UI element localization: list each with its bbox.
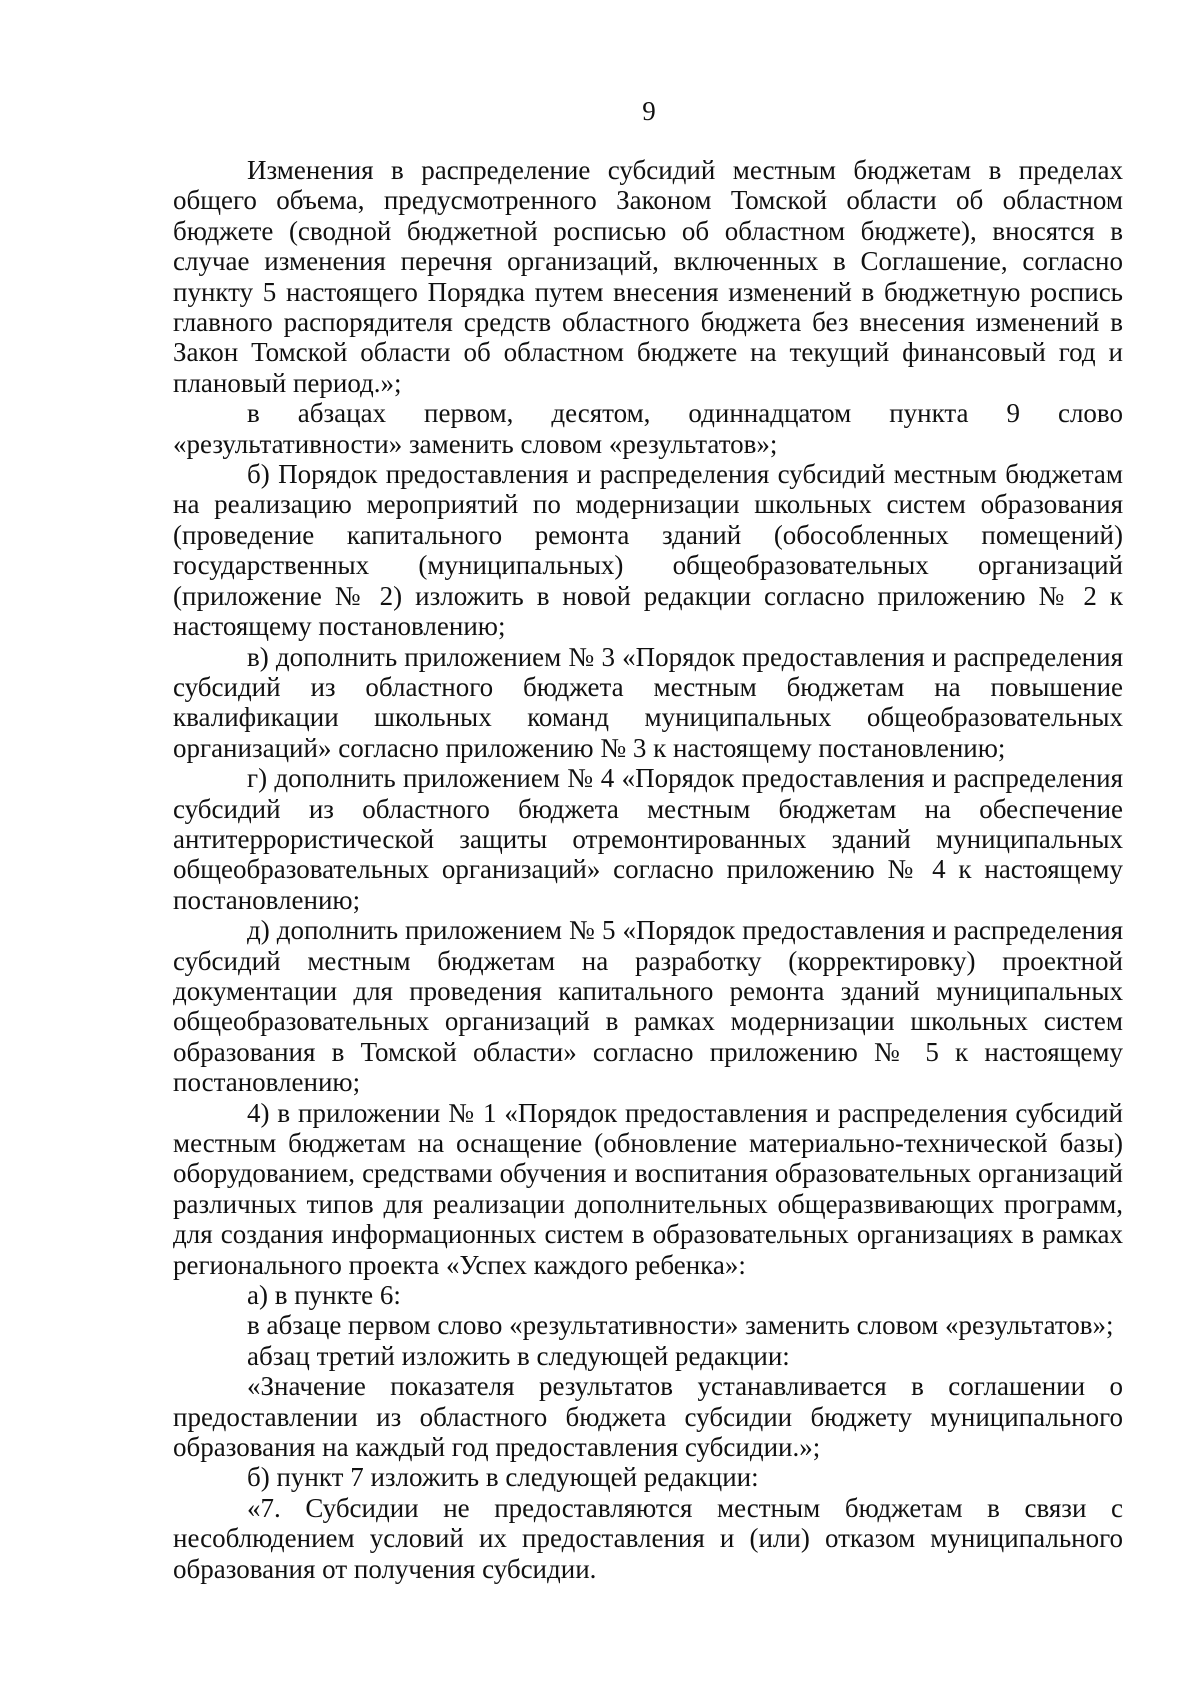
paragraph: абзац третий изложить в следующей редакции: [247,1340,790,1371]
paragraph: а) в пункте 6: [247,1280,401,1311]
paragraph: г) дополнить приложением № 4 «Порядок предоставления и распределения субсидий из областного бюджета местным бюджетам на обеспечение антитеррористической защиты отремонтированных зданий муниципальных общеобразовательных организаций» согласно приложению № 4 к настоящему постановлению; [173,763,1123,915]
paragraph: б) пункт 7 изложить в следующей редакции: [247,1462,759,1493]
paragraph: б) Порядок предоставления и распределения субсидий местным бюджетам на реализацию мероприятий по модернизации школьных систем образования (проведение капитального ремонта зданий (обособленных помещений) государственных (муниципальных) общеобразовательных организаций (приложение № 2) изложить в новой редакции согласно приложению № 2 к настоящему постановлению; [173,459,1123,642]
page-number: 9 [642,96,656,126]
paragraph: «Значение показателя результатов устанавливается в соглашении о предоставлении из областного бюджета субсидии бюджету муниципального образования на каждый год предоставления субсидии.»; [173,1371,1123,1463]
paragraph: Изменения в распределение субсидий местным бюджетам в пределах общего объема, предусмотренного Законом Томской области об областном бюджете (сводной бюджетной росписью об областном бюджете), вносятся в случае изменения перечня организаций, включенных в Соглашение, согласно пункту 5 настоящего Порядка путем внесения изменений в бюджетную роспись главного распорядителя средств областного бюджета без внесения изменений в Закон Томской области об областном бюджете на текущий финансовый год и плановый период.»; [173,155,1123,398]
paragraph: 4) в приложении № 1 «Порядок предоставления и распределения субсидий местным бюджетам на оснащение (обновление материально-технической базы) оборудованием, средствами обучения и воспитания образовательных организаций различных типов для реализации дополнительных общеразвивающих программ, для создания информационных систем в образовательных организациях в рамках регионального проекта «Успех каждого ребенка»: [173,1097,1123,1280]
paragraph: «7. Субсидии не предоставляются местным бюджетам в связи с несоблюдением условий их предоставления и (или) отказом муниципального образования от получения субсидии. [173,1492,1123,1584]
paragraph: в абзацах первом, десятом, одиннадцатом пункта 9 слово «результативности» заменить словом «результатов»; [173,398,1123,459]
paragraph: д) дополнить приложением № 5 «Порядок предоставления и распределения субсидий местным бюджетам на разработку (корректировку) проектной документации для проведения капитального ремонта зданий муниципальных общеобразовательных организаций в рамках модернизации школьных систем образования в Томской области» согласно приложению № 5 к настоящему постановлению; [173,915,1123,1098]
paragraph: в) дополнить приложением № 3 «Порядок предоставления и распределения субсидий из областного бюджета местным бюджетам на повышение квалификации школьных команд муниципальных общеобразовательных организаций» согласно приложению № 3 к настоящему постановлению; [173,641,1123,763]
paragraph: в абзаце первом слово «результативности» заменить словом «результатов»; [247,1310,1114,1341]
document-body [173,155,1123,1584]
